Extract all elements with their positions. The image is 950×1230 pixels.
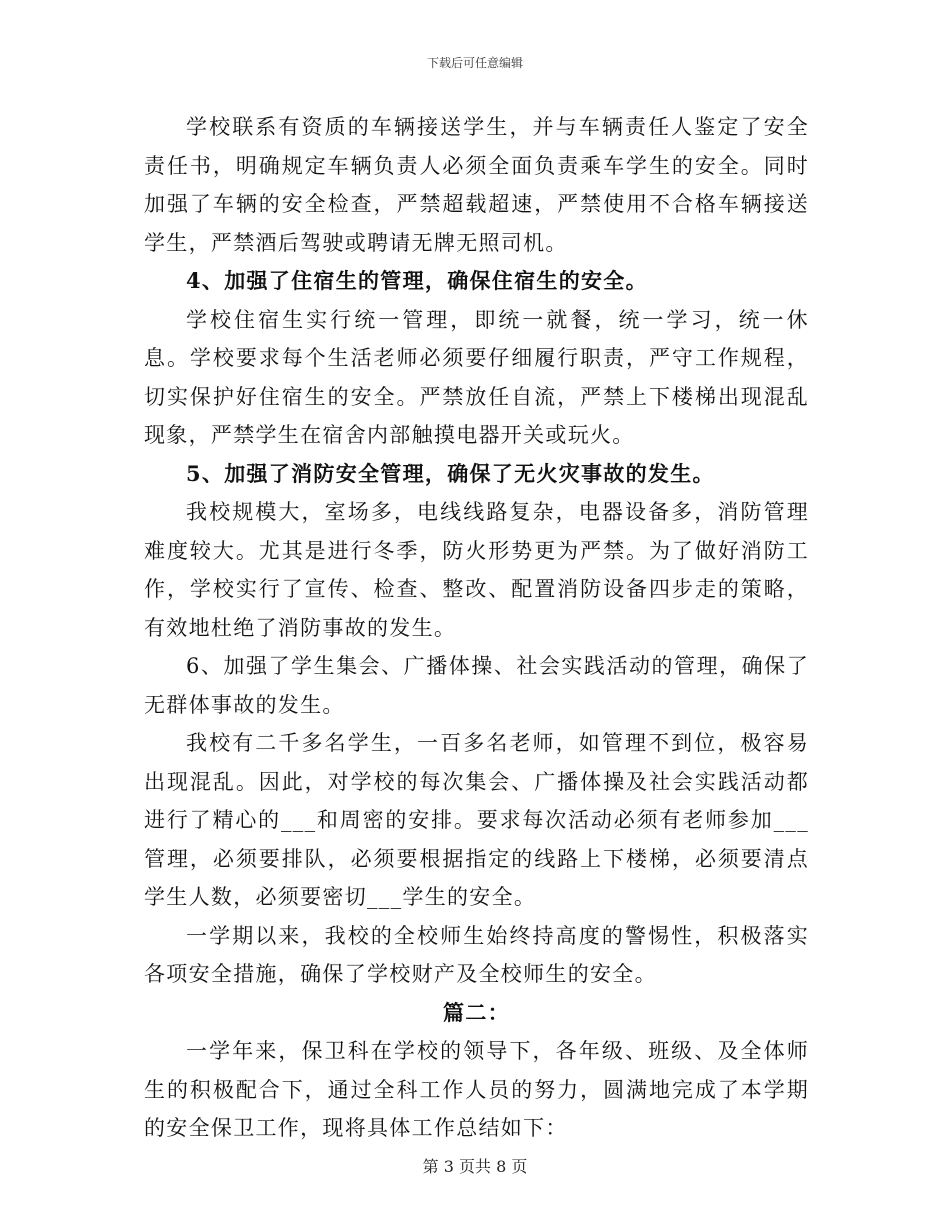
part-two-title: 篇二：: [443, 999, 510, 1025]
paragraph-dormitory: 学校住宿生实行统一管理，即统一就餐，统一学习，统一休息。学校要求每个生活老师必须要仔细履行职责，严守工作规程，切实保护好住宿生的安全。严禁放任自流，严禁上下楼梯出现混乱现象，严禁学生在宿舍内部触摸电器开关或玩火。: [144, 307, 809, 447]
paragraph-assembly: 我校有二千多名学生，一百多名老师，如管理不到位，极容易出现混乱。因此，对学校的每次集会、广播体操及社会实践活动都进行了精心的___和周密的安排。要求每次活动必须有老师参加___管理，必须要排队，必须要根据指定的线路上下楼梯，必须要清点学生人数，必须要密切___学生的安全。: [144, 731, 809, 909]
section-heading-dormitory: 4、加强了住宿生的管理，确保住宿生的安全。: [186, 268, 648, 293]
page-footer: 第 3 页共 8 页: [422, 1157, 528, 1176]
paragraph-vehicle-safety: 学校联系有资质的车辆接送学生，并与车辆责任人鉴定了安全责任书，明确规定车辆负责人必须全面负责乘车学生的安全。同时加强了车辆的安全检查，严禁超载超速，严禁使用不合格车辆接送学生，严禁酒后驾驶或聘请无牌无照司机。: [144, 115, 809, 255]
section-heading-fire-safety: 5、加强了消防安全管理，确保了无火灾事故的发生。: [186, 460, 715, 486]
section-heading-assembly: 6、加强了学生集会、广播体操、社会实践活动的管理，确保了无群体事故的发生。: [144, 654, 809, 717]
paragraph-security-intro: 一学年来，保卫科在学校的领导下，各年级、班级、及全体师生的积极配合下，通过全科工作人员的努力，圆满地完成了本学期的安全保卫工作，现将具体工作总结如下：: [144, 1039, 809, 1140]
page-header: 下载后可任意编辑: [426, 56, 523, 70]
paragraph-semester-summary: 一学期以来，我校的全校师生始终持高度的警惕性，积极落实各项安全措施，确保了学校财产及全校师生的安全。: [144, 923, 809, 986]
document-body: [144, 108, 809, 1148]
paragraph-fire-safety: 我校规模大，室场多，电线线路复杂，电器设备多，消防管理难度较大。尤其是进行冬季，防火形势更为严禁。为了做好消防工作，学校实行了宣传、检查、整改、配置消防设备四步走的策略，有效地杜绝了消防事故的发生。: [144, 500, 809, 640]
